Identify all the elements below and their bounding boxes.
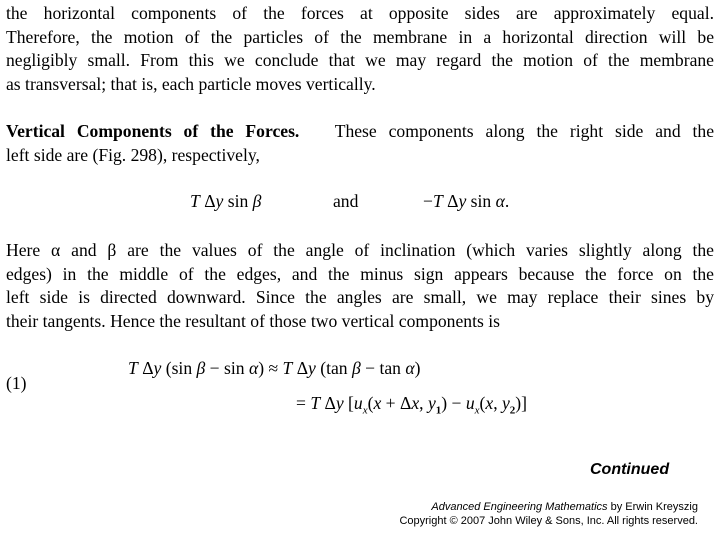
equation-line-1: T Δy (sin β − sin α) ≈ T Δy (tan β − tan α) (128, 358, 421, 378)
equation-number: (1) (6, 373, 27, 393)
footer-book-title: Advanced Engineering Mathematics (431, 501, 608, 513)
paragraph-line: left side are (Fig. 298), respectively, (6, 144, 260, 165)
paragraph-vertical-components (6, 120, 714, 167)
footer-author: by Erwin Kreyszig (607, 501, 698, 513)
paragraph-line: Therefore, the motion of the particles of the membrane in a horizontal direction will be (6, 26, 714, 47)
section-heading: Vertical Components of the Forces. (6, 121, 300, 141)
display-equation-right: −T Δy sin α. (423, 191, 510, 211)
paragraph-line: negligibly small. From this we conclude that we may regard the motion of the membrane (6, 50, 714, 70)
display-connector: and (333, 191, 359, 211)
paragraph-line (6, 120, 714, 144)
paragraph-line: their tangents. Hence the resultant of those two vertical components is (6, 310, 500, 331)
paragraph-line: the horizontal components of the forces at opposite sides are approximately equal. (6, 3, 714, 23)
paragraph-line: as transversal; that is, each particle moves vertically. (6, 73, 376, 94)
paragraph-transversal-motion (6, 2, 714, 96)
paragraph-angles (6, 239, 714, 333)
display-equation-left: T Δy sin β (190, 191, 262, 211)
paragraph-line: edges) in the middle of the edges, and the minus sign appears because the force on the (6, 263, 714, 284)
paragraph-line: Here α and β are the values of the angle of inclination (which varies slightly along the (6, 240, 714, 260)
continued-label: Continued (590, 461, 670, 478)
footer-book-credit (431, 501, 698, 513)
paragraph-text: These components along the right side and the (334, 121, 715, 141)
paragraph-line: left side is directed downward. Since the angles are small, we may replace their sines by (6, 287, 714, 307)
footer-copyright: Copyright © 2007 John Wiley & Sons, Inc. All rights reserved. (399, 515, 698, 527)
equation-line-2: = T Δy [$u_x(x + \Delta x$, $y_1) - u_x(x$, $y_2$)] (296, 393, 528, 417)
